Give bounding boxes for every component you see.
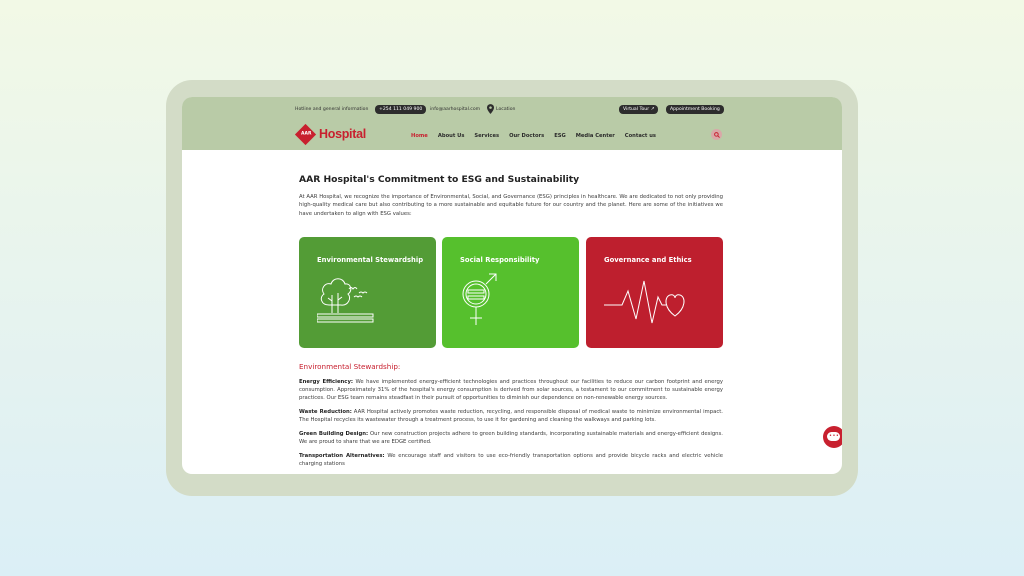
para-waste-reduction	[299, 408, 723, 424]
card-governance[interactable]	[586, 237, 723, 348]
para-label: Green Building Design:	[299, 431, 369, 437]
tree-birds-icon	[317, 271, 379, 327]
nav-item-contact-us[interactable]: Contact us	[624, 133, 656, 139]
top-bar	[182, 104, 842, 116]
virtual-tour-label: Virtual Tour	[623, 107, 650, 112]
nav-item-about-us[interactable]: About Us	[437, 133, 465, 139]
environmental-details	[299, 378, 723, 474]
para-label: Waste Reduction:	[299, 409, 352, 415]
page-title: AAR Hospital's Commitment to ESG and Sustainability	[299, 174, 580, 185]
search-icon	[714, 132, 720, 138]
para-text: AAR Hospital actively promotes waste reduction, recycling, and responsible disposal of medical waste to minimize environmental impact. The Hospital recycles its wastewater through a treatment process, to use it for gardening and cleaning the walkways and parking lots.	[299, 409, 723, 423]
nav-item-media-center[interactable]: Media Center	[575, 133, 615, 139]
logo-mark	[295, 123, 316, 144]
para-label: Transportation Alternatives:	[299, 453, 385, 459]
email-link[interactable]: info@aarhospital.com	[430, 107, 481, 112]
page-intro	[299, 174, 723, 218]
card-environmental[interactable]	[299, 237, 436, 348]
card-title: Environmental Stewardship	[317, 256, 424, 264]
chat-widget-button[interactable]	[823, 426, 842, 448]
para-label: Energy Efficiency:	[299, 379, 354, 385]
heartbeat-icon	[604, 275, 688, 329]
browser-screen	[182, 97, 842, 474]
location-pin-icon	[487, 104, 494, 114]
para-text: Our new construction projects adhere to green building standards, incorporating sustainable materials and energy-efficient designs. We are proud to share that we are EDGE certified.	[299, 431, 723, 445]
para-text: We have implemented energy-efficient technologies and practices throughout our facilities to reduce our carbon footprint and energy consumption. Approximately 31% of the hospital's energy consumption is derived from solar sources, a testament to our commitment to sustainable energy practices. Our ESG team remains steadfast in their pursuit of opportunities to diminish our dependence on non-renewable energy sources.	[299, 379, 723, 401]
nav-item-services[interactable]: Services	[474, 133, 500, 139]
para-green-building	[299, 430, 723, 446]
hotline-label: Hotline and general information	[295, 107, 369, 112]
logo-text: Hospital	[319, 127, 366, 141]
intro-paragraph: At AAR Hospital, we recognize the importance of Environmental, Social, and Governance (ESG) principles in healthcare. We are dedicated to not only providing high-quality medical care but also contributing to a more sustainable and equitable future for our country and the planet. Here are some of the initiatives we have undertaken to align with ESG values:	[299, 194, 723, 217]
para-text: We encourage staff and visitors to use eco-friendly transportation options and provide bicycle racks and electric vehicle charging stations	[299, 453, 723, 467]
nav-item-our-doctors[interactable]: Our Doctors	[509, 133, 545, 139]
nav-item-esg[interactable]: ESG	[554, 133, 566, 139]
appointment-booking-button[interactable]: Appointment Booking	[666, 105, 724, 114]
esg-cards	[299, 237, 723, 348]
search-button[interactable]	[711, 129, 722, 140]
card-social[interactable]	[442, 237, 579, 348]
phone-number[interactable]: +254 111 049 900	[375, 105, 426, 114]
gender-equality-icon	[458, 273, 502, 329]
hospital-logo[interactable]	[295, 124, 366, 144]
virtual-tour-button[interactable]	[619, 105, 658, 114]
section-title: Environmental Stewardship:	[299, 362, 401, 371]
site-header	[182, 97, 842, 150]
para-transportation	[299, 452, 723, 468]
logo-mark-text: AAR	[300, 130, 312, 136]
chat-dots-icon: •••	[829, 433, 840, 439]
card-title: Social Responsibility	[460, 256, 540, 264]
external-link-icon: ↗	[650, 107, 655, 112]
nav-item-home[interactable]: Home	[411, 133, 428, 139]
card-title: Governance and Ethics	[604, 256, 692, 264]
para-energy-efficiency	[299, 378, 723, 402]
location-link[interactable]: Location	[496, 107, 516, 112]
main-nav	[411, 133, 656, 139]
